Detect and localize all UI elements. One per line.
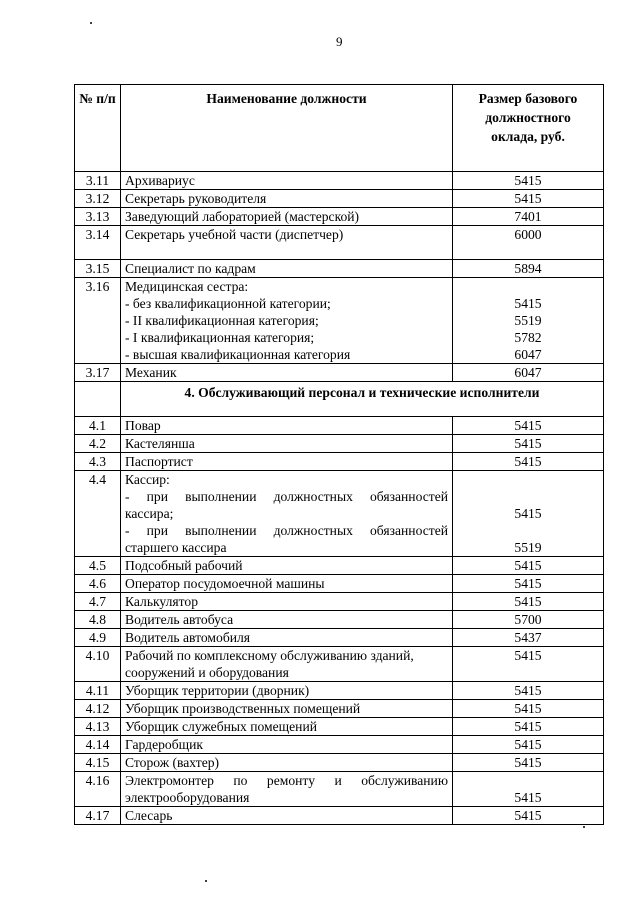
row-num: 3.14 [75,226,121,260]
row-num: 4.3 [75,453,121,471]
row-value: 5415 [453,736,604,754]
row-name: Гардеробщик [121,736,453,754]
cashier-line: кассира; [125,506,174,521]
row-value: 6000 [453,226,604,260]
row-num: 4.1 [75,417,121,435]
row-name [121,471,453,557]
row-name: Заведующий лабораторией (мастерской) [121,208,453,226]
worker-line: сооружений и оборудования [125,665,289,680]
row-num: 4.11 [75,682,121,700]
row-name: Сторож (вахтер) [121,754,453,772]
row-num: 4.8 [75,611,121,629]
table-header [75,85,604,172]
table-row [75,611,604,629]
row-num: 4.10 [75,647,121,682]
row-num: 4.12 [75,700,121,718]
row-num: 3.16 [75,278,121,364]
electrician-line: электрооборудования [125,790,250,805]
row-value: 5415 [453,435,604,453]
row-name: Кастелянша [121,435,453,453]
row-num: 3.15 [75,260,121,278]
table-row [75,754,604,772]
row-num: 3.13 [75,208,121,226]
row-name: Слесарь [121,807,453,825]
section-heading-row [75,382,604,417]
row-name: Секретарь учебной части (диспетчер) [121,226,453,260]
row-num: 4.16 [75,772,121,807]
row-name: Водитель автомобиля [121,629,453,647]
table-row [75,417,604,435]
row-value: 5415 [453,718,604,736]
row-value: 5415 [453,647,604,682]
header-num: № п/п [75,85,121,172]
row-name [121,772,453,807]
cashier-line: старшего кассира [125,540,227,555]
row-name: Уборщик производственных помещений [121,700,453,718]
row-num: 4.14 [75,736,121,754]
row-value: 5415 [453,682,604,700]
header-salary: Размер базового должностного оклада, руб. [453,85,604,172]
scan-speck [583,826,585,828]
header-name: Наименование должности [121,85,453,172]
nurse-value: 5519 [514,313,542,328]
table-row [75,736,604,754]
row-value: 5415 [453,700,604,718]
table-row [75,557,604,575]
row-name: Уборщик территории (дворник) [121,682,453,700]
row-value: 7401 [453,208,604,226]
table-row-worker [75,647,604,682]
row-value [453,278,604,364]
row-num: 4.15 [75,754,121,772]
table-row [75,190,604,208]
nurse-value: 6047 [514,347,542,362]
row-value: 5700 [453,611,604,629]
nurse-value: 5415 [514,296,542,311]
row-name: Специалист по кадрам [121,260,453,278]
nurse-category: - высшая квалификационная категория [125,347,351,362]
table-row [75,260,604,278]
nurse-category: - без квалификационной категории; [125,296,331,311]
salary-table [74,84,604,825]
row-name: Калькулятор [121,593,453,611]
row-num: 4.4 [75,471,121,557]
row-num: 3.12 [75,190,121,208]
row-name: Подсобный рабочий [121,557,453,575]
electrician-line: Электромонтер по ремонту и обслуживанию [125,773,448,788]
table-row [75,807,604,825]
table-row-nurse [75,278,604,364]
row-value: 5415 [453,190,604,208]
row-value: 5415 [453,417,604,435]
table-row [75,718,604,736]
row-name [121,647,453,682]
row-num: 4.7 [75,593,121,611]
row-value: 5415 [453,754,604,772]
row-value: 5415 [453,172,604,190]
row-value: 6047 [453,364,604,382]
row-num: 4.5 [75,557,121,575]
electrician-value: 5415 [514,790,542,805]
table-row [75,172,604,190]
row-name: Водитель автобуса [121,611,453,629]
scan-speck [90,22,92,24]
table-row [75,435,604,453]
row-num: 4.9 [75,629,121,647]
row-value: 5894 [453,260,604,278]
nurse-title: Медицинская сестра: [125,279,249,294]
row-value [453,471,604,557]
row-num: 3.11 [75,172,121,190]
section-title: 4. Обслуживающий персонал и технические исполнители [121,382,604,417]
row-name [121,278,453,364]
nurse-value: 5782 [514,330,542,345]
cashier-title: Кассир: [125,472,170,487]
row-value [453,772,604,807]
nurse-category: - II квалификационная категория; [125,313,319,328]
row-value: 5415 [453,593,604,611]
cashier-line: - при выполнении должностных обязанностей [125,523,448,538]
table-row [75,629,604,647]
row-num: 4.6 [75,575,121,593]
row-name: Паспортист [121,453,453,471]
row-num: 3.17 [75,364,121,382]
cashier-value: 5519 [514,540,542,555]
table-row [75,700,604,718]
row-num: 4.17 [75,807,121,825]
cashier-line: - при выполнении должностных обязанностей [125,489,448,504]
row-num: 4.2 [75,435,121,453]
table-row [75,575,604,593]
worker-line: Рабочий по комплексному обслуживанию зданий, [125,648,414,663]
page-number: 9 [336,34,343,49]
row-value: 5415 [453,453,604,471]
row-value: 5415 [453,557,604,575]
row-name: Уборщик служебных помещений [121,718,453,736]
table-row [75,364,604,382]
row-name: Оператор посудомоечной машины [121,575,453,593]
table-row [75,453,604,471]
table-row [75,682,604,700]
row-num: 4.13 [75,718,121,736]
table-row [75,593,604,611]
table-row [75,226,604,260]
table-row [75,208,604,226]
table-row-cashier [75,471,604,557]
cashier-value: 5415 [514,506,542,521]
row-name: Механик [121,364,453,382]
scan-speck [205,880,207,882]
row-name: Повар [121,417,453,435]
nurse-category: - I квалификационная категория; [125,330,315,345]
row-value: 5415 [453,807,604,825]
row-name: Секретарь руководителя [121,190,453,208]
row-name: Архивариус [121,172,453,190]
row-value: 5437 [453,629,604,647]
row-value: 5415 [453,575,604,593]
table-row-electrician [75,772,604,807]
